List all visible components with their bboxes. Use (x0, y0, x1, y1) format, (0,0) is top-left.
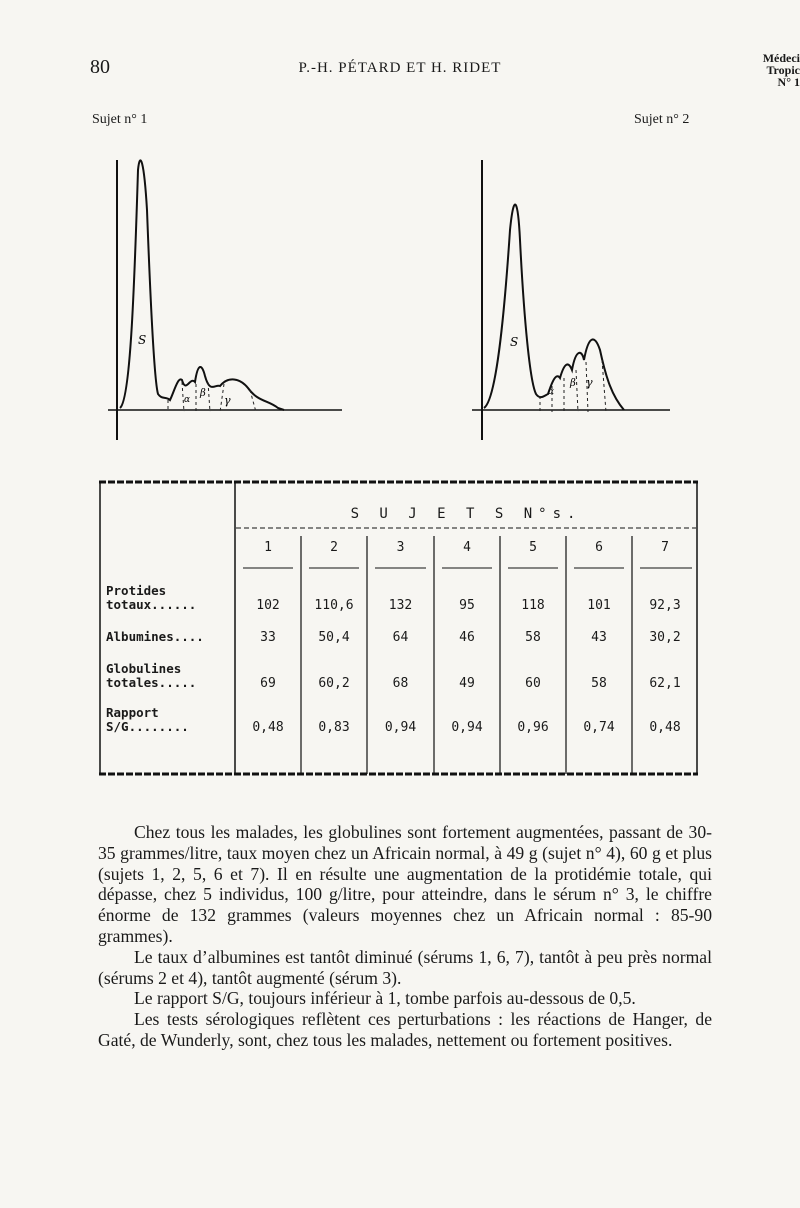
table-cell: 58 (525, 630, 541, 645)
table-cell: 68 (392, 676, 409, 691)
table-cell: 30,2 (649, 630, 681, 645)
table-cell: 62,1 (649, 676, 681, 691)
column-header: 7 (661, 540, 669, 555)
table-cell: 0,74 (583, 720, 615, 735)
paragraph: Les tests sérologiques reflètent ces perturbations : les réactions de Hanger, de Gaté, de Wunderly, sont, chez tous les malades, nettement ou fortement positives. (98, 1009, 712, 1050)
row-label-albumines: Albumines.... (106, 629, 204, 644)
journal-line: Tropic (766, 63, 800, 77)
column-header: 3 (396, 540, 405, 555)
peak-label-alpha: α (184, 395, 191, 405)
journal-line: Médeci (762, 51, 800, 65)
table-cell: 58 (591, 676, 607, 691)
table-cell: 64 (392, 630, 409, 645)
figure-right-label: Sujet n° 2 (634, 112, 690, 127)
peak-label-s: S (138, 333, 147, 347)
table-cell: 102 (256, 598, 280, 613)
row-label-globulines: Globulines totales..... (106, 661, 197, 690)
table-cell: 49 (459, 676, 475, 691)
paragraph: Le taux d’albumines est tantôt diminué (sérums 1, 6, 7), tantôt à peu près normal (sérums 2 et 4), tantôt augmenté (sérum 3). (98, 946, 712, 988)
table-cell: 43 (591, 630, 607, 645)
table-cell: 60 (525, 676, 541, 691)
column-header: 4 (463, 540, 471, 555)
table-cell: 0,96 (517, 720, 549, 735)
paragraph: Chez tous les malades, les globulines sont fortement augmentées, passant de 30-35 grammes/litre, taux moyen chez un Africain normal, à 49 g (sujet n° 4), 60 g et plus (sujets 1, 2, 5, 6 et 7). Il en résulte une augmentation de la protidémie totale, qui dépasse, chez 5 individus, 100 g/litre, pour atteindre, dans le sérum n° 3, le chiffre énorme de 132 grammes (valeurs moyennes chez un Africain normal : 85-90 grammes). (98, 822, 712, 946)
row-label-rapport: Rapport S/G........ (106, 705, 189, 734)
paragraph: Le rapport S/G, toujours inférieur à 1, tombe parfois au-dessous de 0,5. (134, 988, 636, 1009)
body-text (98, 822, 712, 1051)
electrophoresis-curve-subject-2 (460, 150, 720, 450)
page-number: 80 (90, 56, 110, 78)
table-cell: 60,2 (318, 676, 350, 691)
protein-table (98, 480, 700, 776)
running-head-journal (740, 52, 800, 88)
table-cell: 92,3 (649, 598, 681, 613)
table-cell: 0,94 (384, 720, 417, 735)
peak-label-beta: β (570, 378, 576, 389)
electrophoresis-curve-subject-1 (100, 150, 360, 450)
journal-line: N° 1 (777, 75, 800, 89)
table-cell: 46 (459, 630, 475, 645)
peak-label-beta: β (200, 388, 206, 399)
peak-label-alpha: α (548, 387, 555, 397)
figure-left-label: Sujet n° 1 (92, 112, 148, 127)
running-head-authors: P.-H. PÉTARD ET H. RIDET (298, 60, 502, 76)
table-cell: 0,83 (318, 720, 350, 735)
table-cell: 0,48 (252, 720, 284, 735)
table-cell: 110,6 (314, 598, 354, 613)
table-cell: 118 (521, 598, 545, 613)
table-cell: 132 (388, 598, 413, 613)
table-cell: 95 (459, 598, 475, 613)
table-group-header: S U J E T S N°s. (350, 506, 582, 522)
column-header: 6 (595, 540, 603, 555)
table-cell: 33 (260, 630, 276, 645)
column-header: 1 (264, 540, 272, 555)
table-cell: 0,94 (451, 720, 483, 735)
peak-label-s: S (510, 335, 519, 349)
column-header: 2 (330, 540, 338, 555)
row-label-protides: Protides totaux...... (106, 583, 197, 612)
peak-label-gamma: γ (224, 394, 231, 407)
table-cell: 69 (260, 676, 276, 691)
column-header: 5 (529, 540, 537, 555)
peak-label-gamma: γ (586, 376, 593, 389)
table-cell: 50,4 (318, 630, 350, 645)
table-cell: 101 (587, 598, 611, 613)
table-cell: 0,48 (649, 720, 681, 735)
